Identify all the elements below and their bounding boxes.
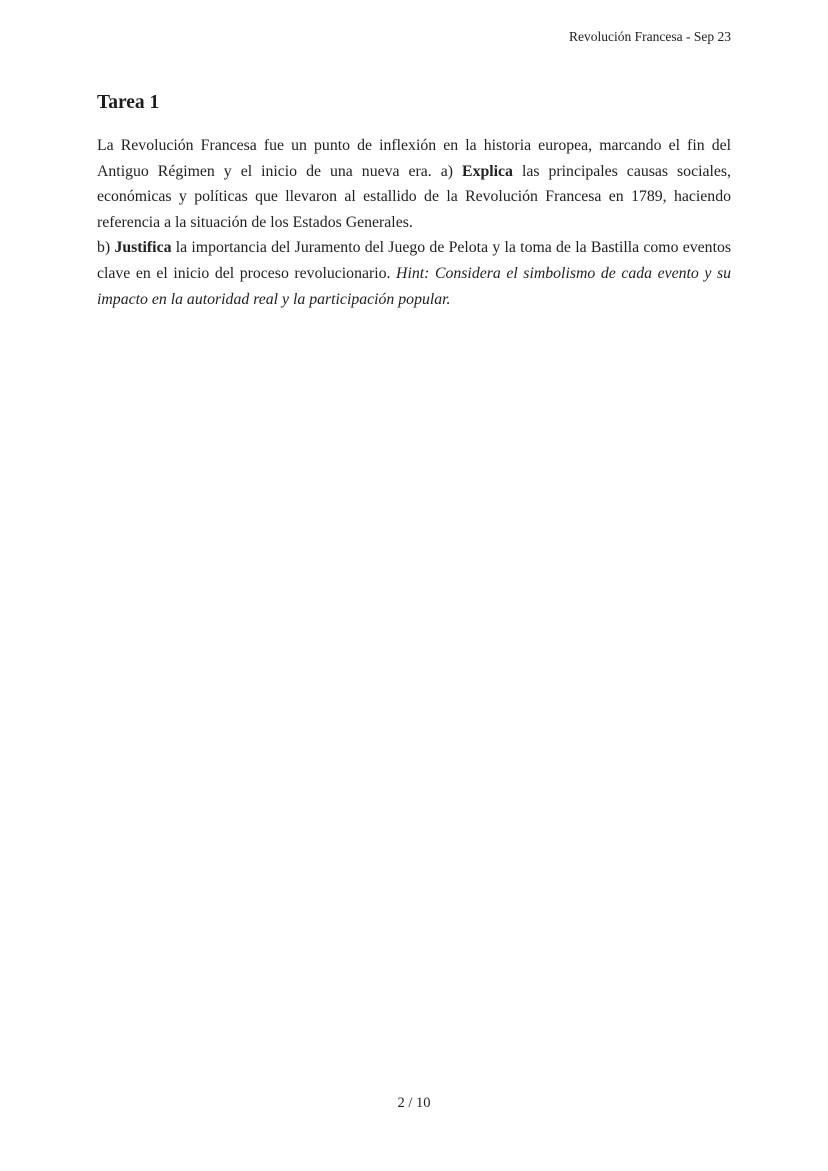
task-body xyxy=(97,133,731,312)
page-footer xyxy=(0,1094,828,1112)
task-paragraph-b: b) Justifica la importancia del Juramento del Juego de Pelota y la toma de la Bastilla como eventos clave en el inicio del proceso revolucionario. Hint: Considera el simbolismo de cada evento y su impacto en la autoridad real y la participación popular. xyxy=(97,239,732,308)
document-content xyxy=(97,91,731,312)
task-paragraph-a: La Revolución Francesa fue un punto de inflexión en la historia europea, marcando el fin del Antiguo Régimen y el inicio de una nueva era. a) Explica las principales causas sociales, económicas y políticas que llevaron al estallido de la Revolución Francesa en 1789, haciendo referencia a la situación de los Estados Generales. xyxy=(97,137,731,231)
header-title: Revolución Francesa - Sep 23 xyxy=(569,29,731,44)
page-header xyxy=(97,29,731,45)
task-title: Tarea 1 xyxy=(97,92,160,113)
page-number: 2 / 10 xyxy=(397,1095,431,1111)
